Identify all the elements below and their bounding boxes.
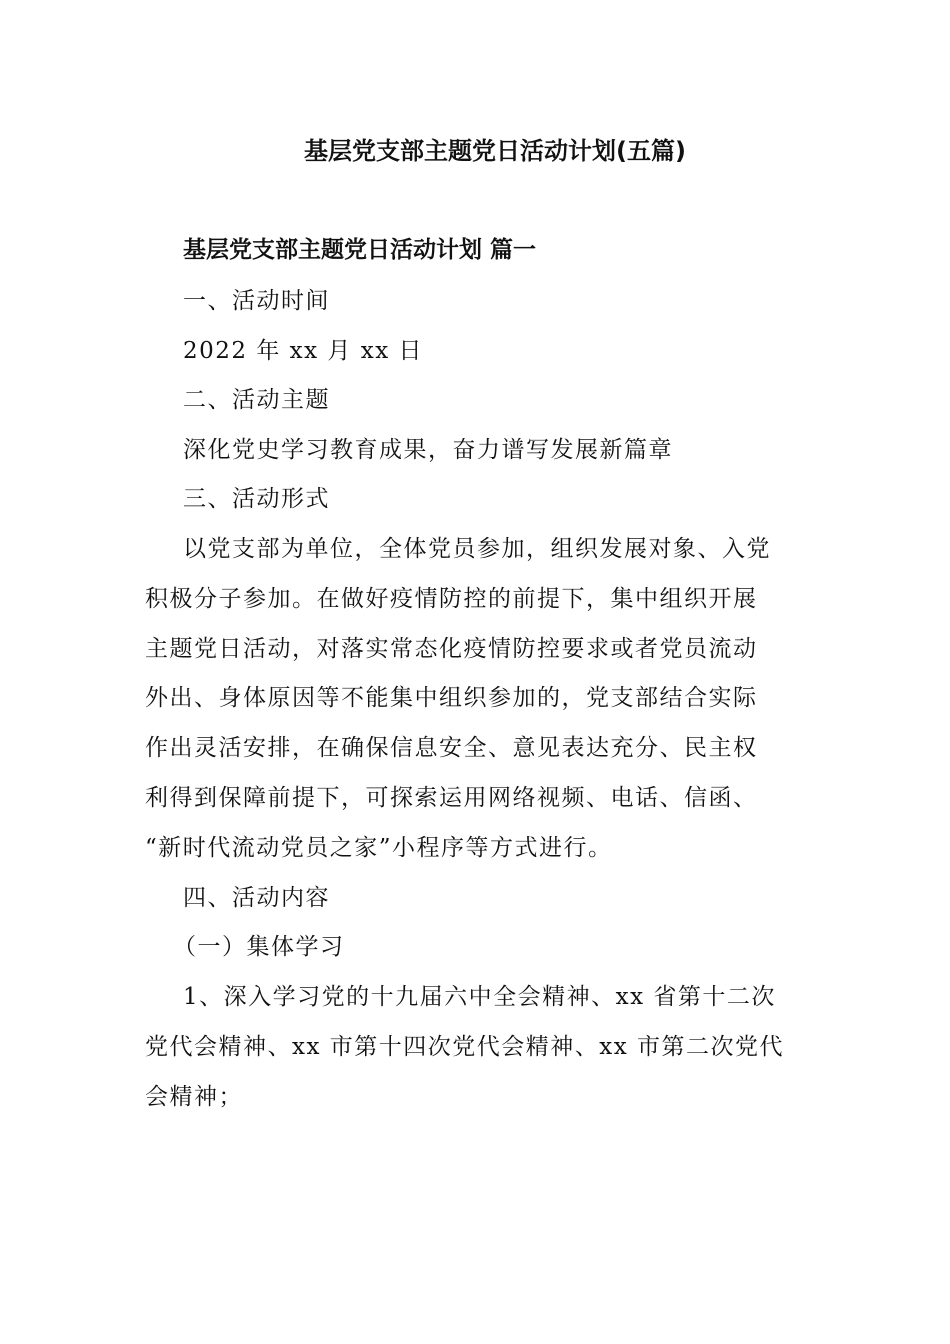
paragraph-line: 利得到保障前提下，可探索运用网络视频、电话、信函、: [145, 785, 758, 811]
heading-activity-content: 四、活动内容: [183, 885, 330, 911]
paragraph-line: “新时代流动党员之家”小程序等方式进行。: [145, 835, 613, 861]
activity-date: 2022 年 xx 月 xx 日: [183, 338, 423, 364]
activity-theme-text: 深化党史学习教育成果，奋力谱写发展新篇章: [183, 437, 673, 463]
heading-activity-theme: 二、活动主题: [183, 387, 330, 413]
paragraph-line: 作出灵活安排，在确保信息安全、意见表达充分、民主权: [145, 735, 758, 761]
heading-activity-time: 一、活动时间: [183, 288, 330, 314]
paragraph-line: 1、深入学习党的十九届六中全会精神、xx 省第十二次: [183, 984, 776, 1010]
subheading-group-study: （一）集体学习: [173, 934, 345, 960]
paragraph-line: 党代会精神、xx 市第十四次党代会精神、xx 市第二次党代: [145, 1034, 785, 1060]
section-heading: 基层党支部主题党日活动计划 篇一: [183, 237, 537, 263]
paragraph-line: 以党支部为单位，全体党员参加，组织发展对象、入党: [183, 536, 771, 562]
paragraph-line: 外出、身体原因等不能集中组织参加的，党支部结合实际: [145, 685, 758, 711]
paragraph-line: 主题党日活动，对落实常态化疫情防控要求或者党员流动: [145, 636, 758, 662]
paragraph-line: 积极分子参加。在做好疫情防控的前提下，集中组织开展: [145, 586, 758, 612]
heading-activity-form: 三、活动形式: [183, 486, 330, 512]
document-title: 基层党支部主题党日活动计划(五篇): [304, 137, 686, 165]
paragraph-line: 会精神；: [145, 1084, 243, 1110]
